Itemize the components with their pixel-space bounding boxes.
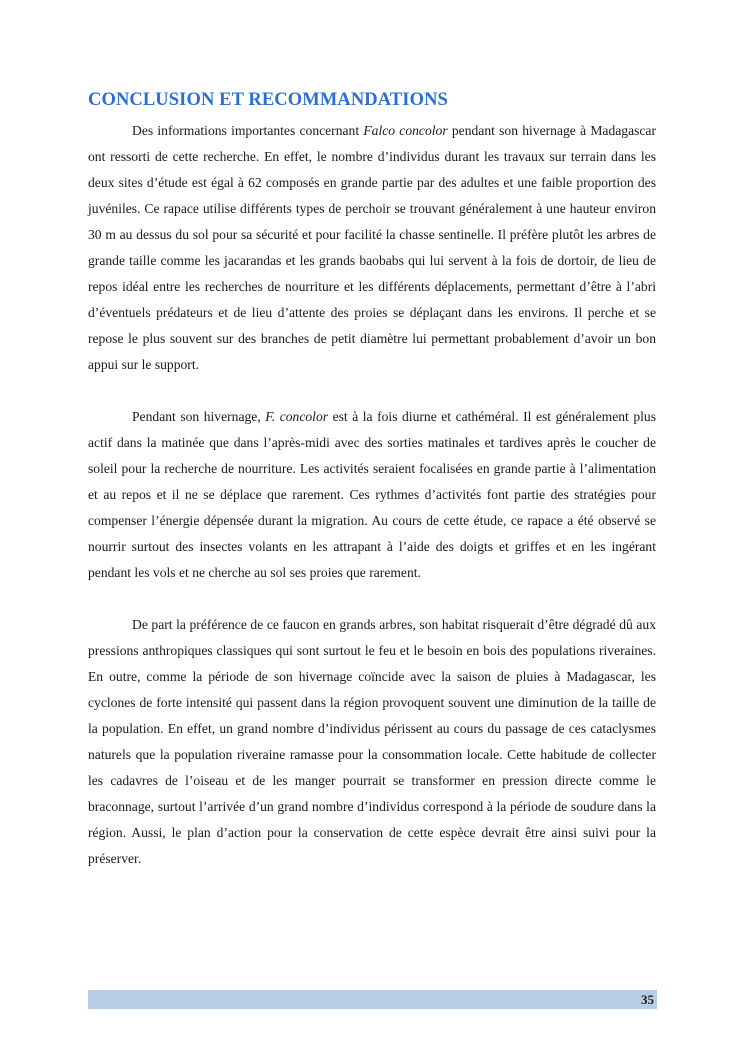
paragraph-1 (88, 118, 656, 378)
species-name-italic: Falco concolor (363, 123, 448, 138)
species-abbrev-italic: F. concolor (265, 409, 329, 424)
paragraph-1-text-end: pendant son hivernage à Madagascar ont ressorti de cette recherche. En effet, le nombre d’individus durant les travaux sur terrain dans les deux sites d’étude est égal à 62 composés en grande partie par des adultes et une faible proportion des juvéniles. Ce rapace utilise différents types de perchoir se trouvant généralement à une hauteur environ 30 m au dessus du sol pour sa sécurité et pour facilité la chasse sentinelle. Il préfère plutôt les arbres de grande taille comme les jacarandas et les grands baobabs qui lui servent à la fois de dortoir, de lieu de repos idéal entre les recherches de nourriture et les différents déplacements, permettant d’être à l’abri d’éventuels prédateurs et de lieu d’attente des proies se déplaçant dans les environs. Il perche et se repose le plus souvent sur des branches de petit diamètre lui permettant probablement d’avoir un bon appui sur le support. (88, 123, 656, 372)
footer-bar (88, 990, 657, 1009)
paragraph-2-text-start: Pendant son hivernage, (132, 409, 266, 424)
paragraph-2 (88, 404, 656, 586)
paragraph-3: De part la préférence de ce faucon en grands arbres, son habitat risquerait d’être dégradé dû aux pressions anthropiques classiques qui sont surtout le feu et le besoin en bois des populations riveraines. En outre, comme la période de son hivernage coïncide avec la saison de pluies à Madagascar, les cyclones de forte intensité qui passent dans la région provoquent souvent une diminution de la taille de la population. En effet, un grand nombre d’individus périssent au cours du passage de ces cataclysmes naturels que la population riveraine ramasse pour la consommation locale. Cette habitude de collecter les cadavres de l’oiseau et de les manger pourrait se transformer en pression directe comme le braconnage, surtout l’arrivée d’un grand nombre d’individus correspond à la période de soudure dans la région. Aussi, le plan d’action pour la conservation de cette espèce devrait être ainsi suivi pour la préserver. (88, 617, 656, 866)
paragraph-1-text-start: Des informations importantes concernant (132, 123, 364, 138)
section-heading: CONCLUSION ET RECOMMANDATIONS (88, 90, 448, 110)
page-number: 35 (641, 992, 654, 1007)
body-text (88, 118, 656, 872)
paragraph-2-text-end: est à la fois diurne et cathéméral. Il est généralement plus actif dans la matinée que dans l’après-midi avec des sorties matinales et tardives après le coucher de soleil pour la recherche de nourriture. Les activités seraient focalisées en grande partie à l’alimentation et au repos et il ne se déplace que rarement. Ces rythmes d’activités font partie des stratégies pour compenser l’énergie dépensée durant la migration. Au cours de cette étude, ce rapace a été observé se nourrir surtout des insectes volants en les attrapant à l’aide des doigts et griffes et en les ingérant pendant les vols et ne cherche au sol ses proies que rarement. (88, 409, 656, 580)
